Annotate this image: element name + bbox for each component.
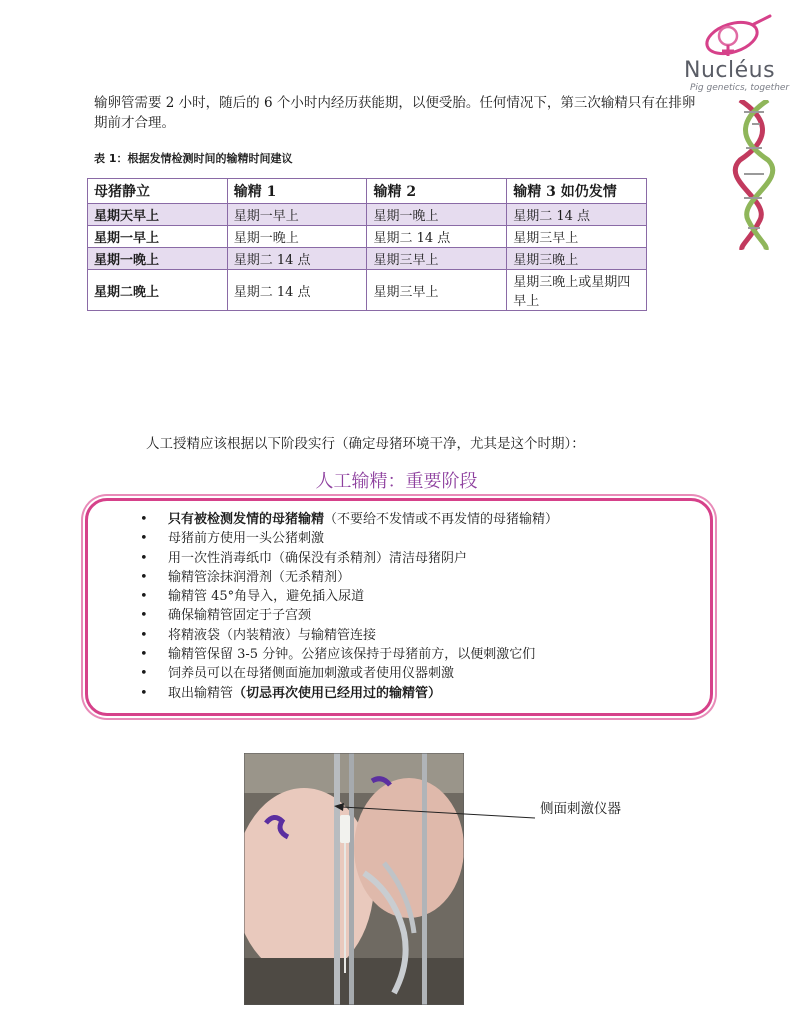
table-cell: 星期一晚上 bbox=[88, 248, 228, 270]
bullet-icon: • bbox=[140, 589, 148, 605]
stage-item-text: （不要给不发情或不再发情的母猪输精） bbox=[324, 512, 559, 527]
table-cell: 星期二 14 点 bbox=[367, 226, 507, 248]
stage-item-text: 确保输精管固定于子宫颈 bbox=[168, 608, 312, 624]
stage-list-item bbox=[140, 645, 558, 664]
stage-list-item bbox=[140, 626, 558, 645]
table-cell: 星期一早上 bbox=[88, 226, 228, 248]
table-cell: 星期三早上 bbox=[367, 270, 507, 311]
stages-title: 人工输精：重要阶段 bbox=[315, 471, 478, 492]
table-cell: 星期三晚上 bbox=[507, 248, 647, 270]
table-cell: 星期二 14 点 bbox=[507, 204, 647, 226]
stage-list-item bbox=[140, 606, 558, 625]
bullet-icon: • bbox=[140, 608, 148, 624]
stage-item-text: 输精管涂抹润滑剂（无杀精剂） bbox=[168, 569, 351, 585]
bullet-icon: • bbox=[140, 627, 148, 643]
stage-list-item bbox=[140, 510, 558, 529]
stage-list-item bbox=[140, 549, 558, 568]
table-cell: 星期二晚上 bbox=[88, 270, 228, 311]
stage-item-bold-text: 只有被检测发情的母猪输精 bbox=[168, 512, 325, 527]
table-row bbox=[88, 204, 647, 226]
table-cell: 星期一早上 bbox=[227, 204, 367, 226]
stage-item-text: 用一次性消毒纸巾（确保没有杀精剂）清洁母猪阴户 bbox=[168, 550, 468, 566]
photo-label: 侧面刺激仪器 bbox=[540, 801, 621, 817]
table-cell: 星期一晚上 bbox=[367, 204, 507, 226]
logo-tagline: Pig genetics, together bbox=[690, 83, 790, 93]
pointer-arrow-icon bbox=[320, 795, 540, 825]
bullet-icon: • bbox=[140, 531, 148, 547]
table-cell: 星期三晚上或星期四早上 bbox=[507, 270, 647, 311]
table-row bbox=[88, 270, 647, 311]
stages-list bbox=[140, 510, 558, 703]
logo-brand: Nucléus bbox=[684, 58, 776, 83]
table-header: 母猪静立 bbox=[88, 179, 228, 204]
bullet-icon: • bbox=[140, 550, 148, 566]
stage-item-text: 输精管 45°角导入，避免插入尿道 bbox=[168, 589, 365, 605]
table-cell: 星期二 14 点 bbox=[227, 270, 367, 311]
table-cell: 星期天早上 bbox=[88, 204, 228, 226]
stage-item-bold-text: （切忌再次使用已经用过的输精管） bbox=[233, 685, 442, 701]
stage-item-text: 将精液袋（内装精液）与输精管连接 bbox=[168, 627, 377, 643]
table-header: 输精 3 如仍发情 bbox=[507, 179, 647, 204]
table-cell: 星期三早上 bbox=[507, 226, 647, 248]
table-row bbox=[88, 248, 647, 270]
sow-insemination-photo bbox=[244, 753, 464, 1005]
stage-item-text: 输精管保留 3-5 分钟。公猪应该保持于母猪前方，以便刺激它们 bbox=[168, 647, 536, 663]
stage-list-item bbox=[140, 587, 558, 606]
table-row bbox=[88, 226, 647, 248]
stage-item-text: 饲养员可以在母猪侧面施加刺激或者使用仪器刺激 bbox=[168, 666, 455, 682]
table-cell: 星期一晚上 bbox=[227, 226, 367, 248]
table-caption: 表 1：根据发情检测时间的输精时间建议 bbox=[94, 152, 293, 165]
stages-intro: 人工授精应该根据以下阶段实行（确定母猪环境干净，尤其是这个时期）： bbox=[146, 436, 585, 452]
table-header: 输精 2 bbox=[367, 179, 507, 204]
stage-list-item bbox=[140, 684, 558, 703]
intro-paragraph: 输卵管需要 2 小时，随后的 6 个小时内经历获能期，以便受胎。任何情况下，第三次输精只有在排卵期前才合理。 bbox=[94, 95, 696, 131]
stage-item-text: 母猪前方使用一头公猪刺激 bbox=[168, 531, 325, 547]
stage-list-item bbox=[140, 529, 558, 548]
bullet-icon: • bbox=[140, 569, 148, 585]
table-cell: 星期三早上 bbox=[367, 248, 507, 270]
stage-item-text: 取出输精管 bbox=[168, 685, 234, 701]
stage-list-item bbox=[140, 664, 558, 683]
bullet-icon: • bbox=[140, 666, 148, 682]
stage-list-item bbox=[140, 568, 558, 587]
bullet-icon: • bbox=[140, 647, 148, 663]
bullet-icon: • bbox=[140, 512, 148, 527]
insemination-schedule-table bbox=[87, 178, 647, 311]
table-header-row bbox=[88, 179, 647, 204]
dna-helix-icon bbox=[730, 100, 778, 250]
bullet-icon: • bbox=[140, 685, 148, 701]
table-header: 输精 1 bbox=[227, 179, 367, 204]
table-cell: 星期二 14 点 bbox=[227, 248, 367, 270]
